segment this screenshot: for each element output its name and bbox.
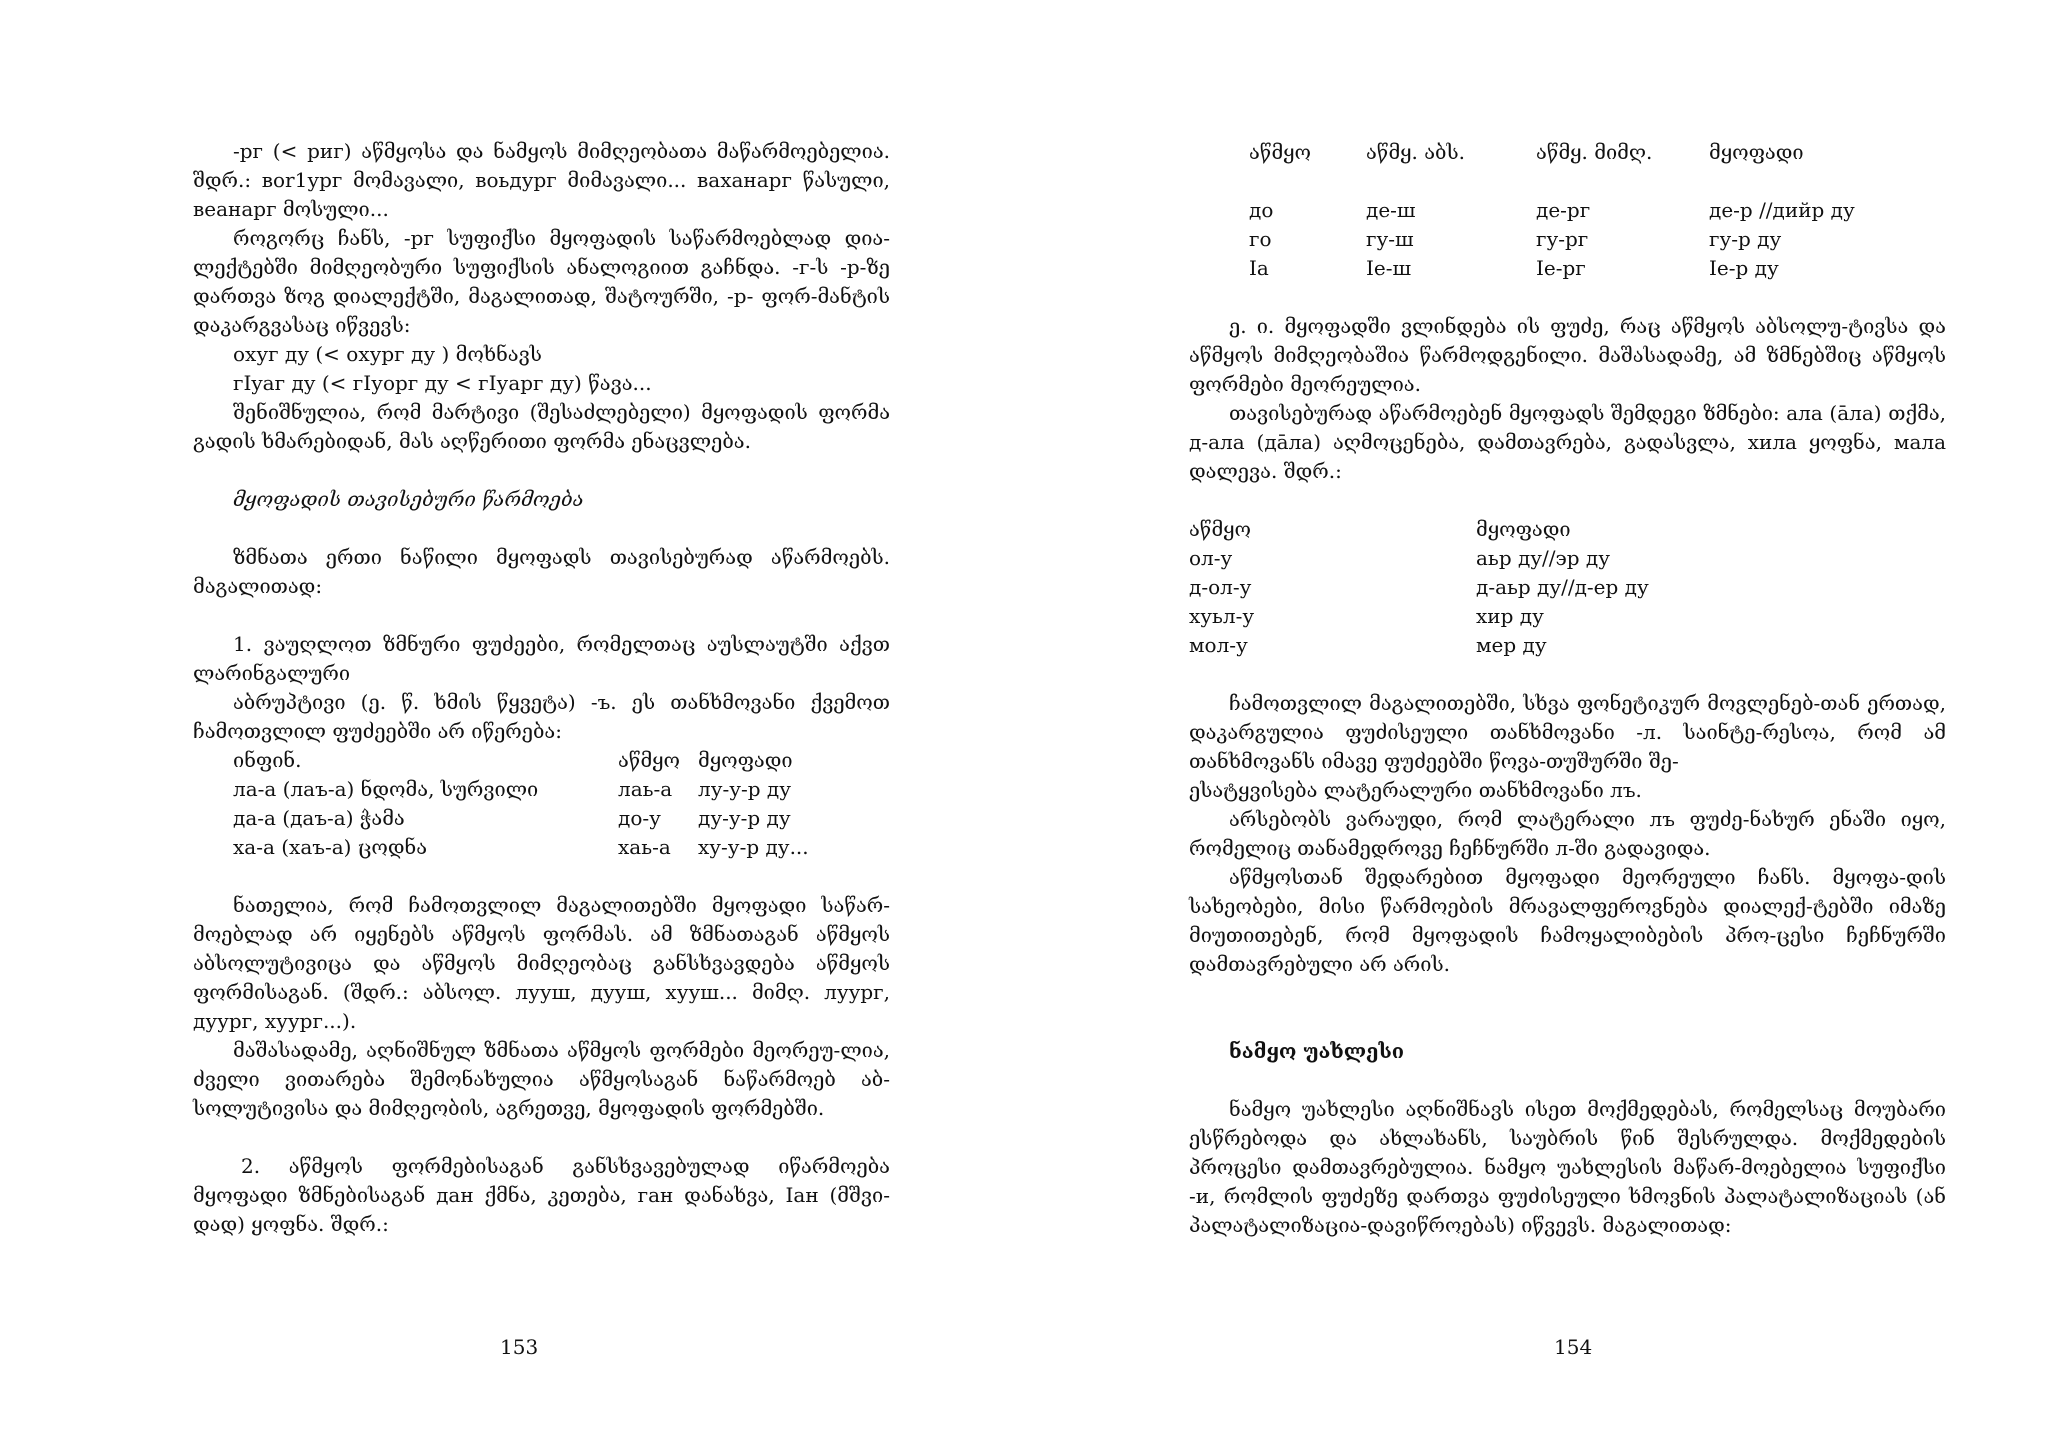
table-row <box>1249 196 1855 225</box>
paragraph: ზმნათა ერთი ნაწილი მყოფადს თავისებურად აწარმოებს. მაგალითად: <box>193 545 890 598</box>
table-row <box>1249 254 1855 283</box>
paragraph: არსებობს ვარაუდი, რომ ლატერალი лъ ფუძე-ნახურ ენაში იყო, რომელიც თანამედროვე ჩეჩნურში л-ში გადავიდა. <box>1189 807 1946 860</box>
table-cell: აწმყ. აბს. <box>1366 140 1465 164</box>
page-number: 153 <box>500 1335 539 1359</box>
example-table <box>233 746 809 862</box>
table-cell: хир ду <box>1476 604 1544 628</box>
table-cell: аьр ду//эр ду <box>1476 546 1610 570</box>
example-line: гIyаг ду (< гIуорг ду < гIуарг ду) წავა... <box>233 371 652 395</box>
table-cell: აწმყ. მიმღ. <box>1536 140 1653 164</box>
paragraph: მაშასადამე, აღნიშნულ ზმნათა აწმყოს ფორმები მეორეუ-ლია, ძველი ვითარება შემონახულია აწმყოსაგან ნაწარმოებ აბ-სოლუტივისა და მიმღეობის, აგრეთვე, მყოფადის ფორმებში. <box>193 1038 890 1120</box>
paragraph: -рг (< риг) აწმყოსა და ნამყოს მიმღეობათა მაწარმოებელია. შდრ.: воr1ург მომავალი, воьдург მიმავალი... ваханарг წასული, веанарг მოსული... <box>193 139 890 221</box>
table-cell: да-а (даъ-а) ჭამა <box>233 806 405 830</box>
paragraph: აწმყოსთან შედარებით მყოფადი მეორეული ჩანს. მყოფა-დის სახეობები, მისი წარმოების მრავალფეროვნება დიალექ-ტებში იმაზე მიუთითებენ, რომ მყოფადის ჩამოყალიბების პრო-ცესი ჩეჩნურში დამთავრებული არ არის. <box>1189 865 1946 976</box>
table-cell: хуьл-у <box>1189 604 1255 628</box>
spacer <box>1189 283 1946 312</box>
table-cell: д-аьр ду//д-ер ду <box>1476 575 1649 599</box>
table-cell: ду-у-р ду <box>698 806 791 830</box>
table-cell: აწმყო <box>618 748 681 772</box>
table-row <box>1249 225 1855 254</box>
paragraph: როგორც ჩანს, -рг სუფიქსი მყოფადის საწარმოებლად დია-ლექტებში მიმღეობური სუფიქსის ანალოგიით გაჩნდა. -г-ს -р-ზე დართვა ზოგ დიალექტში, მაგალითად, შატოურში, -р- ფორ-მანტის დაკარგვასაც იწვევს: <box>193 226 890 337</box>
paragraph-continuation: ესატყვისება ლატერალური თანხმოვანი лъ. <box>1189 778 1642 802</box>
table-row <box>1189 602 1649 631</box>
table-row <box>1189 544 1649 573</box>
table-cell: აწმყო <box>1189 517 1252 541</box>
spacer <box>1189 660 1946 689</box>
table-cell: лаь-а <box>618 777 673 801</box>
table-cell: мол-у <box>1189 633 1248 657</box>
table-header-row <box>233 746 809 775</box>
paragraph: ნათელია, რომ ჩამოთვლილ მაგალითებში მყოფადი საწარ-მოებლად არ იყენებს აწმყოს ფორმას. ამ ზმნათაგან აწმყოს აბსოლუტივიცა და აწმყოს მიმღეობაც განსხვავდება აწმყოს ფორმისაგან. (შდრ.: აბსოლ. лууш, дууш, хууш... მიმღ. луург, дуург, хууpг...). <box>193 893 890 1033</box>
table-header-row <box>1189 515 1649 544</box>
paragraph: თავისებურად აწარმოებენ მყოფადს შემდეგი ზმნები: ала (āла) თქმა, д-ала (дāла) აღმოცენება, დამთავრება, გადასვლა, хила ყოფნა, мала დალევა. შდრ.: <box>1189 401 1946 483</box>
paragraph: 2. აწმყოს ფორმებისაგან განსხვავებულად იწარმოება მყოფადი ზმნებისაგან дан ქმნა, კეთება, ган დანახვა, Iан (მშვი-დად) ყოფნა. შდრ.: <box>193 1154 890 1236</box>
page-number: 154 <box>1554 1335 1593 1359</box>
spacer <box>193 456 890 485</box>
table-row <box>1189 573 1649 602</box>
table-cell: до <box>1249 198 1274 222</box>
section-heading: ნამყო უახლესი <box>1229 1039 1405 1063</box>
right-page <box>1024 0 2048 1447</box>
spacer <box>193 862 890 891</box>
table-cell: гу-р ду <box>1709 227 1782 251</box>
paragraph: აბრუპტივი (ე. წ. ხმის წყვეტა) -ъ. ეს თანხმოვანი ქვემოთ ჩამოთვლილ ფუძეებში არ იწერება: <box>193 690 890 743</box>
table-cell: ინფინ. <box>233 748 302 772</box>
table-cell: де-ш <box>1366 198 1416 222</box>
table-cell: ла-а (лаъ-а) ნდომა, სურვილი <box>233 777 539 801</box>
example-line: охуг ду (< охург ду ) მოხნავს <box>233 342 542 366</box>
paragraph: ე. ი. მყოფადში ვლინდება ის ფუძე, რაც აწმყოს აბსოლუ-ტივსა და აწმყოს მიმღეობაშია წარმოდგენილი. მაშასადამე, ამ ზმნებშიც აწმყოს ფორმები მეორეულია. <box>1189 314 1946 396</box>
table-cell: мер ду <box>1476 633 1547 657</box>
table-cell: აწმყო <box>1249 140 1312 164</box>
spacer <box>1189 1008 1946 1037</box>
spacer <box>193 601 890 630</box>
spacer <box>1189 1066 1946 1095</box>
spacer <box>1189 486 1946 515</box>
table-cell: гу-ш <box>1366 227 1414 251</box>
left-text-block <box>193 137 890 1239</box>
spacer <box>193 514 890 543</box>
table-cell: де-рг <box>1536 198 1591 222</box>
table-cell: го <box>1249 227 1272 251</box>
example-table <box>1189 515 1649 660</box>
table-cell: до-у <box>618 806 661 830</box>
table-cell: ху-у-р ду... <box>698 835 809 859</box>
spacer-row <box>1249 167 1855 196</box>
section-heading: მყოფადის თავისებური წარმოება <box>233 487 584 511</box>
spacer <box>1189 979 1946 1008</box>
table-cell: მყოფადი <box>698 748 793 772</box>
table-row <box>233 804 809 833</box>
table-cell: Iе-рг <box>1536 256 1586 280</box>
table-cell: Iа <box>1249 256 1269 280</box>
table-row <box>1189 631 1649 660</box>
table-cell: ол-у <box>1189 546 1233 570</box>
table-cell: Iе-р ду <box>1709 256 1779 280</box>
table-header-row <box>1249 138 1855 167</box>
example-table <box>1249 138 1855 283</box>
table-cell: ха-а (хаъ-а) ცოდნა <box>233 835 428 859</box>
paragraph: ჩამოთვლილ მაგალითებში, სხვა ფონეტიკურ მოვლენებ-თან ერთად, დაკარგულია ფუძისეული თანხმოვანი -л. საინტე-რესოა, რომ ამ თანხმოვანს იმავე ფუძეებში წოვა-თუშურში შე- <box>1189 691 1946 773</box>
paragraph: შენიშნულია, რომ მარტივი (შესაძლებელი) მყოფადის ფორმა გადის ხმარებიდან, მას აღწერითი ფორმა ენაცვლება. <box>193 400 890 453</box>
spacer <box>193 1123 890 1152</box>
paragraph: ნამყო უახლესი აღნიშნავს ისეთ მოქმედებას, რომელსაც მოუბარი ესწრებოდა და ახლახანს, საუბრის წინ შესრულდა. მოქმედების პროცესი დამთავრებულია. ნამყო უახლესის მაწარ-მოებელია სუფიქსი -и, რომლის ფუძეზე დართვა ფუძისეული ხმოვნის პალატალიზაციას (ან პალატალიზაცია-დავიწროებას) იწვევს. მაგალითად: <box>1189 1097 1946 1237</box>
table-cell: მყოფადი <box>1476 517 1571 541</box>
table-row <box>233 775 809 804</box>
table-cell: მყოფადი <box>1709 140 1804 164</box>
table-cell: лу-у-р ду <box>698 777 791 801</box>
table-row <box>233 833 809 862</box>
table-cell: гу-рг <box>1536 227 1589 251</box>
paragraph: 1. ვაუღლოთ ზმნური ფუძეები, რომელთაც აუსლაუტში აქვთ ლარინგალური <box>193 632 890 685</box>
table-cell: Iе-ш <box>1366 256 1412 280</box>
right-text-block <box>1189 138 1946 1240</box>
table-cell: д-ол-у <box>1189 575 1252 599</box>
table-cell: хаь-а <box>618 835 671 859</box>
table-cell: де-р //дийр ду <box>1709 198 1855 222</box>
